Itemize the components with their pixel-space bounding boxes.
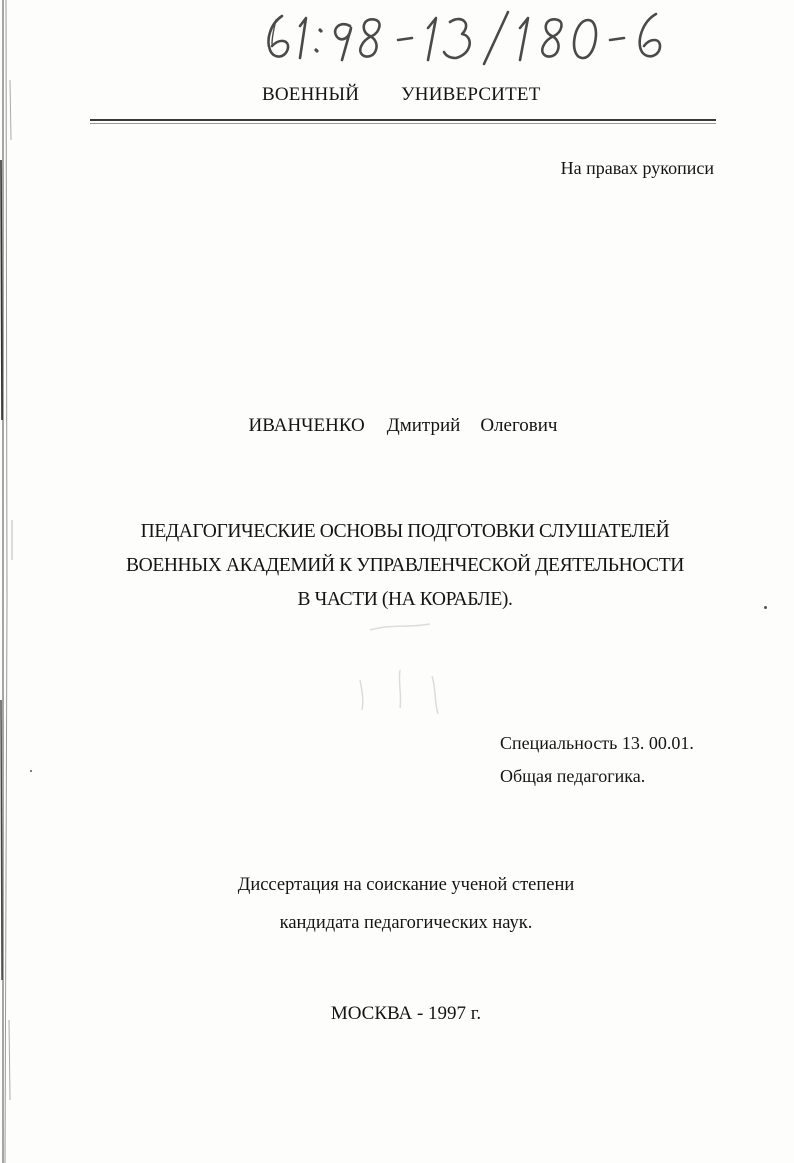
title-line-3: В ЧАСТИ (НА КОРАБЛЕ). [297, 589, 513, 610]
specialty-name: Общая педагогика. [500, 766, 646, 786]
title-line-2: ВОЕННЫХ АКАДЕМИЙ К УПРАВЛЕНЧЕСКОЙ ДЕЯТЕЛЬНОСТИ [126, 555, 684, 576]
degree-statement [0, 866, 794, 942]
specialty-code: Специальность 13. 00.01. [500, 733, 694, 753]
institution-name [262, 84, 552, 106]
header-divider [90, 119, 716, 121]
scan-speck [30, 770, 32, 772]
degree-line-1: Диссертация на соискание ученой степени [237, 875, 575, 895]
author-surname: ИВАНЧЕНКО [248, 415, 365, 436]
city-and-year: МОСКВА - 1997 г. [330, 1003, 482, 1024]
institution-word-1: ВОЕННЫЙ [262, 84, 360, 105]
faint-stamp-mark [340, 610, 470, 720]
author-name [0, 415, 794, 437]
rights-note: На правах рукописи [560, 158, 714, 178]
degree-line-2: кандидата педагогических наук. [279, 913, 533, 933]
institution-word-2: УНИВЕРСИТЕТ [401, 84, 541, 105]
specialty-block [500, 727, 694, 793]
title-line-1: ПЕДАГОГИЧЕСКИЕ ОСНОВЫ ПОДГОТОВКИ СЛУШАТЕЛЕЙ [140, 521, 670, 542]
author-patronymic: Олегович [480, 415, 558, 436]
handwritten-archive-number [258, 6, 678, 72]
author-given-name: Дмитрий [386, 415, 461, 436]
scan-speck [764, 606, 767, 609]
dissertation-title [90, 515, 720, 617]
scan-binding-edge [0, 0, 16, 1163]
header-divider-thin [90, 123, 716, 124]
